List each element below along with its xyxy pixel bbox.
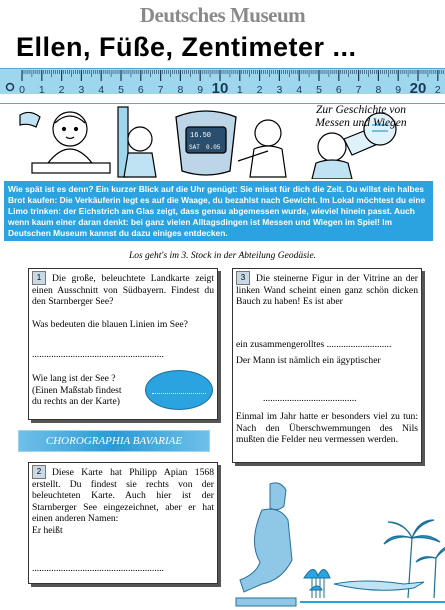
ruler-number: 1 — [236, 84, 243, 96]
svg-text:SAT: SAT — [189, 144, 200, 151]
oval-answer-line — [152, 393, 206, 394]
ruler-number: 2 — [256, 84, 263, 96]
question-1-part-3 — [32, 373, 142, 408]
papyrus-plants — [304, 569, 330, 598]
question-box-2 — [28, 462, 218, 584]
answer-line-2[interactable]: ....................................................... — [32, 563, 164, 574]
q3-line-3: du rechts an der Karte) — [32, 396, 120, 407]
question-2-text: Diese Karte hat Philipp Apian 1568 erstellt. Du findest sie rechts von der beleuchteten Karte. Auch hier ist der Starnberger See eingezeichnet, aber er hat einen anderen Namen: — [32, 467, 214, 524]
subtitle-line-1: Zur Geschichte von — [315, 104, 407, 116]
ruler-number: 3 — [78, 84, 85, 96]
question-1-text: Die große, beleuchtete Landkarte zeigt einen Ausschnitt von Südbayern. Findest du den Starnberger See? — [32, 273, 214, 307]
illustration-subtitle — [296, 104, 426, 130]
question-number-1: 1 — [32, 271, 46, 285]
museum-name: Deutsches Museum — [139, 3, 306, 27]
vendor-figure — [238, 120, 286, 177]
question-3-text-2: Einmal im Jahr hatte er besonders viel zu tun: Nach den Überschwemmungen des Nils mußten die Felder neu vermessen werden. — [236, 411, 418, 445]
ruler-scale — [0, 69, 445, 103]
answer-line-3a[interactable]: ........................... — [326, 339, 392, 350]
subtitle-line-2: Messen und Wiegen — [315, 117, 407, 129]
answer-line-3b[interactable]: ....................................... — [263, 393, 357, 404]
lake-answer-oval[interactable] — [145, 370, 213, 410]
floor-note: Los geht's im 3. Stock in der Abteilung Geodäsie. — [128, 251, 317, 261]
question-number-2: 2 — [32, 465, 46, 479]
ruler-number: 2 — [434, 84, 441, 96]
ruler-hole-icon — [7, 84, 14, 91]
ruler-number: 3 — [276, 84, 283, 96]
intro-text: Wie spät ist es denn? Ein kurzer Blick auf die Uhr genügt: Sie misst für dich die Zeit. Du willst ein halbes Brot kaufen: Die Verkäuferin legt es auf die Waage, du bezahlst nach Gewicht. Im Lokal möchtest du eine Limo trinken: der Eichstrich am Glas zeigt, dass genau abgemessen wurde, wieviel hinein passt. Auch wenn kaum einer daran denkt: bei ganz vielen Alltagsdingen ist Messen und Wiegen im Spiel! Im Deutschen Museum kannst du dazu einiges entdecken. — [4, 181, 433, 241]
line2-label: ein zusammengerolltes — [236, 339, 325, 350]
svg-text:16.50: 16.50 — [190, 132, 212, 140]
egyptian-scene — [230, 480, 445, 610]
ruler-number: 5 — [118, 84, 124, 96]
q3-line-2: (Einen Maßstab findest — [32, 384, 122, 396]
ruler-number: 5 — [316, 84, 322, 96]
seated-figure — [236, 483, 296, 606]
svg-text:0.05: 0.05 — [206, 144, 221, 151]
chorographia-banner: CHOROGRAPHIA BAVARIAE — [18, 430, 210, 452]
ruler-number: 8 — [375, 84, 382, 96]
ruler-number: 9 — [197, 84, 204, 96]
ruler-number: 6 — [335, 84, 342, 96]
crocodile-and-water — [300, 581, 445, 602]
digital-scale — [176, 111, 236, 175]
question-3-text: Die steinerne Figur in der Vitrine an der linken Wand scheint einen ganz schön dicken Bauch zu haben! Es ist aber — [236, 273, 418, 307]
baby-figure — [20, 112, 110, 173]
ruler-number: 4 — [98, 84, 105, 96]
ruler-number: 8 — [177, 84, 184, 96]
page-title: Ellen, Füße, Zentimeter ... — [16, 32, 357, 62]
question-number-3: 3 — [236, 271, 250, 285]
ruler-band — [0, 68, 445, 104]
ruler-number: 2 — [58, 84, 65, 96]
ruler-number: 10 — [211, 80, 229, 97]
ruler-number: 9 — [395, 84, 402, 96]
question-3-line-2 — [236, 339, 418, 351]
question-3-line-3: Der Mann ist nämlich ein ägyptischer — [236, 355, 381, 366]
question-box-1 — [28, 268, 218, 420]
measuring-child — [118, 107, 156, 177]
ruler-number: 7 — [157, 84, 164, 96]
ruler-number: 4 — [296, 84, 303, 96]
question-2-answer-label: Er heißt — [32, 525, 63, 536]
q3-line-1: Wie lang ist der See ? — [32, 373, 116, 384]
ruler-number: 7 — [355, 84, 362, 96]
ruler-number: 1 — [38, 84, 45, 96]
ruler-number: 0 — [19, 84, 25, 96]
answer-line-1[interactable]: ....................................................... — [32, 349, 164, 360]
ruler-number: 6 — [137, 84, 144, 96]
ruler-number: 20 — [409, 80, 427, 97]
question-box-3 — [232, 268, 422, 463]
question-1-part-2: Was bedeuten die blauen Linien im See? — [32, 319, 188, 330]
